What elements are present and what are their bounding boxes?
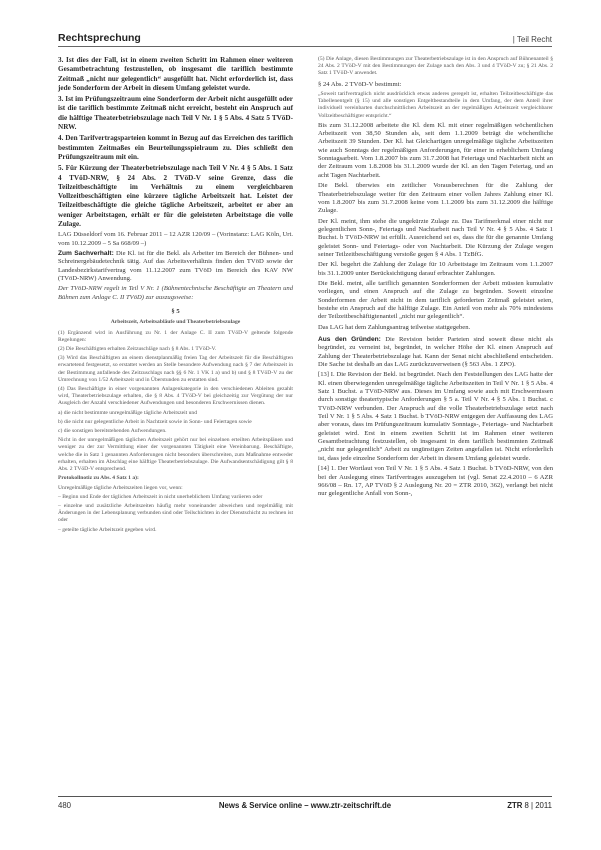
reasons-paragraph (318, 336, 553, 369)
reasons-label: Aus den Gründen: (318, 336, 381, 344)
body-paragraph-2: Die Bekl. überwies ein zeitlicher Vorausberechnen für die Zahlung der Theaterbetriebszulage weiter für den Zeitraum einer vollen Jahres Zahlung einer Kl. vom 1.8.2007 bis zum 31.7.2008 keine vom 1.1.2009 bis zum 31.12.2009 die hälftige Zulage. (318, 182, 553, 215)
section-heading: Arbeitszeit, Arbeitsabläufe und Theaterbetriebszulage (110, 319, 241, 326)
protocol-text: Unregelmäßige tägliche Arbeitszeiten liegen vor, wenn: (58, 484, 183, 491)
section-item-c: c) die sonstigen bereitstehenden Aufwendungen. (58, 428, 167, 435)
bullet-text: einzelne und zusätzliche Arbeitszeiten häufig mehr voneinander abweichen und regelmäßig mit Änderungen in der Lebensplanung verbunden sind oder Teilschichten in der Dienstschicht zu rechnen ist oder (58, 502, 293, 524)
page-number: 480 (58, 801, 72, 810)
facts-paragraph (58, 250, 293, 283)
headnote-2: 3. Ist im Prüfungszeitraum eine Sonderform der Arbeit nicht ausgefüllt oder ist die tariflich bestimmte Zeitmaß nicht erreicht, besteht ein Anspruch auf die hälftige Theaterbetriebszulage nach Teil V Nr. 1 § 5 Abs. 4 Satz 5 TVöD-NRW. (58, 95, 293, 132)
facts-label: Zum Sachverhalt: (58, 250, 114, 258)
footer-website: News & Service online – www.ztr-zeitschrift.de (218, 801, 392, 810)
protocol-label: Protokollnotiz zu Abs. 4 Satz 1 a): (58, 475, 139, 482)
journal-name: ZTR (507, 801, 523, 810)
statute-quote: „Soweit tarifvertraglich nicht ausdrücklich etwas anderes geregelt ist, erhalten Teilzeitbeschäftigte das Tabellenentgelt (§ 15) und alle sonstigen Entgeltbestandteile in dem Umfang, der dem Anteil ihrer individuell vereinbarten durchschnittlichen Arbeitszeit an der regelmäßigen Arbeitszeit vergleichbarer Vollzeitbeschäftigter entspricht.“ (318, 90, 553, 119)
body-paragraph-1: Bis zum 31.12.2008 arbeitete die Kl. dem Kl. mit einer regelmäßigen wöchentlichen Arbeitszeit von 38,50 Stunden als, seit dem 1.1.2009 beträgt die wöchentliche Arbeitszeit 39 Stunden. Der Kl. hat Gleichartigen unregelmäßige tägliche Arbeitszeiten wie auch Sonntags der regelmäßigen Anforderungen, für einer in erheblichem Umfang Sonntagsarbeit. Vom 1.8.2007 bis zum 31.7.2008 hat Feiertags und Nachtarbeit nicht an der Zeitraum vom 1.8.2008 bis 31.1.2009 wurde der Kl. an den Tagen Feiertag, und an acht Tagen Nachtarbeit. (318, 121, 553, 179)
body-paragraph-5: Die Bekl. meint, alle tariflich genannten Sonderformen der Arbeit müssten kumulativ vorliegen, und einen Anspruch auf die Zulage zu begründen. Soweit einzelne Sonderformen der Arbeit nicht in dem tariflich geforderten Zeitmaß geleistet seien, bestehe ein Anspruch auf die hälftige Zulage. Ein Anteil von mehr als 70% mindestens der Teilzeitbeschäftigtenanteil „nicht nur gelegentlich“. (318, 279, 553, 321)
right-column (318, 56, 553, 501)
part-label: | Teil Recht (512, 35, 552, 44)
section-item-a: a) die nicht bestimmte unregelmäßige tägliche Arbeitszeit und (58, 409, 198, 416)
protocol-bullet-2: – einzelne und zusätzliche Arbeitszeiten häufig mehr voneinander abweichen und regelmäßig mit Änderungen in der Lebensplanung verbunden sind oder Teilschichten in der Dienstschicht zu rechnen ist oder (58, 502, 293, 524)
running-header (58, 26, 552, 44)
reasons-text-1: Die Revision beider Parteien sind soweit diese nicht als begründet, zu verneint ist, begründet, in welcher Höhe der Kl. einen Anspruch auf Zahlung der Theaterbetriebszulage hat. Kann der Senat nicht abschließend entscheiden. Die Sache ist deshalb an das LAG zurückzuverweisen (§ 563 Abs. 1 ZPO). (318, 336, 554, 369)
reasons-paragraph-2: [13] I. Die Revision der Bekl. ist begründet. Nach den Feststellungen des LAG hatte der Kl. einen überwiegenden unregelmäßige tägliche Arbeitszeiten in Teil V Nr. 1 § 5 Abs. 4 Satz 1 Buchst. a TVöD-NRW aus. Dieses im Umfang sowie auch mit Erschwernissen durch sonstige theatertypische Anforderungen § 5 a. Teil V Nr. 4 § 5 Abs. 1 Buchst. c TVöD-NRW verbunden. Der Anspruch auf die volle Theaterbetriebszulage setzt nach Teil V Nr. 1 § 5 Abs. 4 Satz 1 Buchst. b TVöD-NRW entgegen der Auffassung des LAG aber voraus, dass im Prüfungszeitraum kumulativ Sonntags-, Feiertags- und Nachtarbeit geleistet wird. Erst in einem zweiten Schritt ist im Rahmen einer weiteren Gesamtbetrachtung festzustellen, ob insgesamt in dem tariflich bestimmten Zeitmaß „nicht nur gelegentlich“ Arbeit zu ungünstigen Zeiten angefallen ist. Nicht erforderlich ist, dass jede einzelne Sonderform der Arbeit in diesem Umfang geleistet wurde. (318, 371, 553, 462)
body-paragraph-4: Der Kl. begehrt die Zahlung der Zulage für 10 Arbeitstage im Zeitraum vom 1.1.2007 bis 31.1.2009 unter Berücksichtigung darauf erbrachter Zahlungen. (318, 261, 553, 277)
bullet-text: Beginn und Ende der täglichen Arbeitszeit in nicht unerheblichem Umfang variieren oder (62, 493, 263, 500)
headnote-3: 4. Den Tarifvertragsparteien kommt in Bezug auf das Erreichen des tariflich bestimmten Zeitmaßes ein Beurteilungsspielraum zu. Dies schließt den Prüfungszeitraum mit ein. (58, 134, 293, 161)
headnote-1: 3. Ist dies der Fall, ist in einem zweiten Schritt im Rahmen einer weiteren Gesamtbetrachtung festzustellen, ob insgesamt die tariflich bestimmte Zeitmaß „nicht nur gelegentlich“ ausgefüllt hat. Nicht erforderlich ist, dass jede Sonderform der Arbeit in diesem Umfang geleistet wurde. (58, 56, 293, 92)
body-paragraph-3: Der Kl. meint, ihm stehe die ungekürzte Zulage zu. Das Tarifmerkmal einer nicht nur gelegentlichen Sonn-, Feiertags und Nachtarbeit nach Teil V Nr. 4 § 5 Abs. 4 Satz 1 Buchst. b TVöD-NRW ist erfüllt. Ausreichend sei es, dass die für die genannte Umfang geleistet Sonn- und Feiertags- oder von Nachtarbeit. Die Kürzung der Zulage wegen seiner Teilzeitbeschäftigung verstoße gegen § 4 Abs. 1 TzBfG. (318, 217, 553, 258)
court-citation: LAG Düsseldorf vom 16. Februar 2011 – 12 AZR 120/09 – (Vorinstanz: LAG Köln, Urt. vom 10.12.2009 – 5 Sa 668/09 –) (58, 231, 293, 247)
section-paragraph-5: Nicht in der unregelmäßigen täglichen Arbeitszeit gehört nur bei einzelnen erteilten Arbeitsplänen und weniger zu der zur Vermittlung einer der vorgenannten Tätigkeit eine Vereinbarung. Beschäftigte, welche die in Satz 1 genannten Anforderungen nicht besonders überschreiten, zum Maßnahme entweder erhalten, erhalten im Abschlag eine hälftige Theaterbetriebszulage. Die Aufwandsentschädigung gilt § 8 Abs. 2 TVöD-V entsprechend. (58, 437, 293, 473)
section-paragraph-3: (3) Wird das Beschäftigten an einem dienstplanmäßig freien Tag der Arbeitszeit für die Beschäftigten erwartetend festgesetzt, so erstattet werden an Stelle besondere Aufwendung nach § 7 der Arbeitszeit in der Bestimmung anfallende des Zeitzuschlags nach §§ 6 Nr. 1 VK 1 a) und b) und § 8 TVöD-V zu der Umrechnung von 1/52 Arbeitszeit und in Überstunden zu erstatten sind. (58, 355, 293, 383)
facts-text: Die Kl. ist für die Bekl. als Arbeiter im Bereich der Bühnen- und Schreinergebäudetechnik tätig. Auf das Arbeitsverhältnis finden den TVöD sowie der Landesbezirkstarifvertrag vom 11.12.2007 zum TVöD im Bereich des KAV NW (TVöD-NRW) Anwendung. (58, 250, 293, 283)
section-item-b: b) die nicht nur gelegentliche Arbeit in Nachtzeit sowie in Sonn- und Feiertagen sowie (58, 418, 252, 425)
reasons-paragraph-3: [14] 1. Der Wortlaut von Teil V Nr. 1 § 5 Abs. 4 Satz 1 Buchst. b TVöD-NRW, von den bei der Auslegung eines Tarifvertrages auszugehen ist (vgl. Senat 22.4.2010 – 6 AZR 966/08 – Rn. 17, AP TVöD § 2 Auslegung Nr. 20 = ZTR 2010, 362), verlangt bei nicht nur gelegentliche Anfall von Sonn-, (318, 465, 553, 498)
protocol-bullet-3: – geteilte tägliche Arbeitszeit gegeben wird. (58, 526, 157, 533)
section-mark: § 5 (171, 308, 180, 316)
protocol-bullet-1: – Beginn und Ende der täglichen Arbeitszeit in nicht unerheblichem Umfang variieren oder (58, 493, 263, 500)
left-column (58, 56, 293, 536)
section-reference: § 24 Abs. 2 TVöD-V bestimmt: (318, 80, 402, 88)
section-title: Rechtsprechung (58, 32, 141, 44)
section-paragraph-1: (1) Ergänzend wird in Ausführung zu Nr. 1 der Anlage C. II zum TVöD-V geltende folgende Regelungen: (58, 329, 293, 343)
section-paragraph-2: (2) Die Beschäftigten erhalten Zeitzuschläge nach § 8 Abs. 1 TVöD-V. (58, 346, 217, 353)
section-paragraph-4: (4) Das Beschäftigte in einer vorgenannten Anlagenkategorie in den verschiedenen Ableiten gezahlt wird, Theaterbetriebszulage erhalten, die § 8 Abs. 4 TVöD-V bei gleichzeitig zur Vergütung der nur Ausgleich der Anzahl verschiedener Aufwendungen und besonderen Erschwernissen dienen. (58, 386, 293, 407)
journal-issue (507, 801, 552, 810)
header-rule (58, 46, 552, 47)
headnote-4: 5. Für Kürzung der Theaterbetriebszulage nach Teil V Nr. 4 § 5 Abs. 1 Satz 4 TVöD-NRW, § 24 Abs. 2 TVöD-V seine Grenze, dass die Teilzeitbeschäftigte im Verhältnis zu einem vergleichbaren Vollzeitbeschäftigten eine kürzere tägliche Arbeitszeit hat. Leistet der Teilzeitbeschäftigte die gleiche tägliche Arbeitszeit, arbeitet er aber an weniger Arbeitstagen, erhält er für die geleisteten Arbeitstage die volle Zulage. (58, 164, 293, 229)
page-footer (58, 796, 552, 811)
body-paragraph-6: Das LAG hat dem Zahlungsantrag teilweise stattgegeben. (318, 323, 471, 331)
tariff-note: Der TVöD-NRW regelt in Teil V Nr. 1 (Bühnentechnische Beschäftigte an Theatern und Bühnen zum Anlage C. II TVöD) zur auszugsweise: (58, 285, 293, 301)
bullet-text: geteilte tägliche Arbeitszeit gegeben wird. (62, 526, 157, 533)
issue-number: 8 | 2011 (524, 801, 552, 810)
intro-paragraph: (5) Die Anlage, diesen Bestimmungen zur Theaterbetriebszulage ist in den Anspruch auf Bühnenanteil § 24 Abs. 2 TVöD-V mit den Bestimmungen der Zulage nach den Abs. 3 und 4 TVöD-V zu; § 21 Abs. 2 Satz 1 TVöD-V anwendet. (318, 56, 553, 77)
